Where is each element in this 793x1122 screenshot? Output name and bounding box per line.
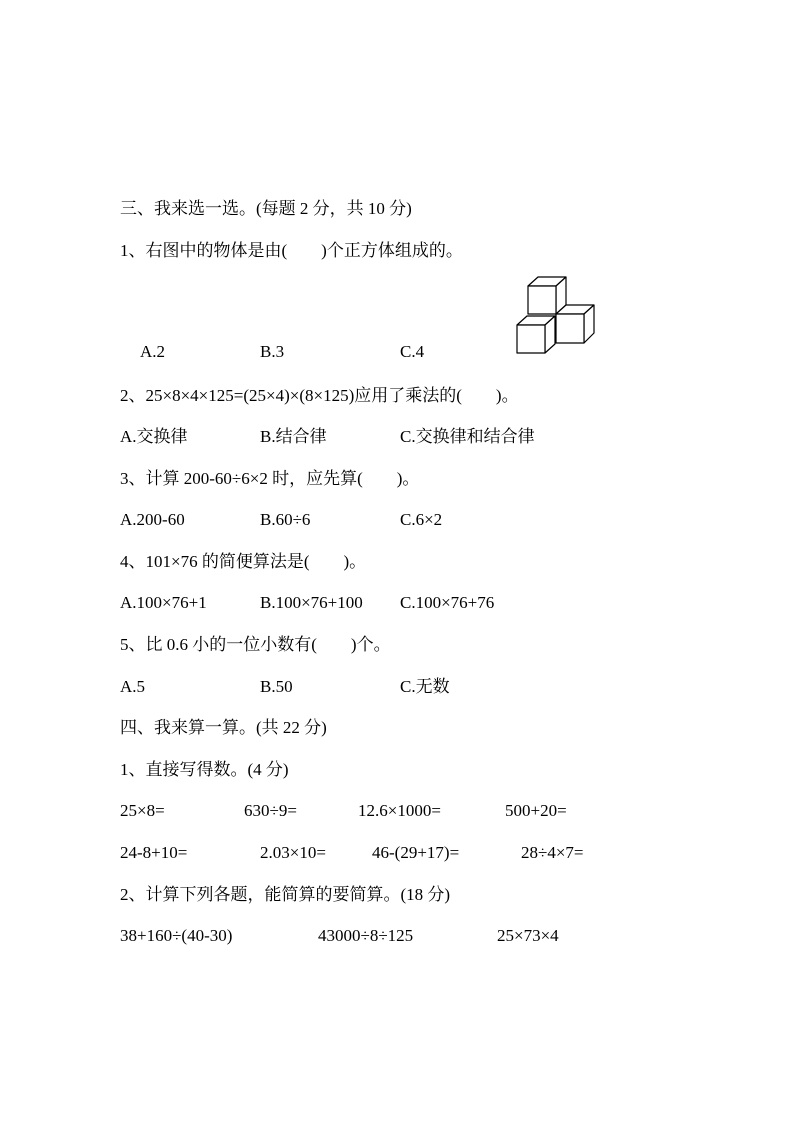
question-5-option-c: C.无数 — [400, 677, 450, 696]
question-4-stem: 4、101×76 的简便算法是( )。 — [120, 552, 367, 571]
question-4-option-a: A.100×76+1 — [120, 593, 207, 612]
section3-heading: 三、我来选一选。(每题 2 分，共 10 分) — [120, 199, 412, 218]
question-2-option-b: B.结合律 — [260, 427, 327, 446]
question-3-stem: 3、计算 200-60÷6×2 时，应先算( )。 — [120, 469, 420, 488]
question-1-stem: 1、右图中的物体是由( )个正方体组成的。 — [120, 241, 463, 260]
calc-item: 630÷9= — [244, 801, 297, 820]
calc-item: 24-8+10= — [120, 843, 188, 862]
question-2-option-a: A.交换律 — [120, 427, 188, 446]
question-5-option-a: A.5 — [120, 677, 146, 696]
calc-item: 25×73×4 — [497, 926, 559, 945]
question-4-option-c: C.100×76+76 — [400, 593, 495, 612]
question-2-option-c: C.交换律和结合律 — [400, 427, 535, 446]
section4-heading: 四、我来算一算。(共 22 分) — [120, 718, 327, 737]
calc-item: 28÷4×7= — [521, 843, 584, 862]
question-4-option-b: B.100×76+100 — [260, 593, 363, 612]
question-3-option-b: B.60÷6 — [260, 510, 311, 529]
question-1-option-a: A.2 — [140, 342, 166, 361]
calc-item: 38+160÷(40-30) — [120, 926, 233, 945]
cubes-figure — [512, 272, 602, 360]
calc-item: 43000÷8÷125 — [318, 926, 414, 945]
question-2-stem: 2、25×8×4×125=(25×4)×(8×125)应用了乘法的( )。 — [120, 386, 519, 405]
calc-item: 25×8= — [120, 801, 165, 820]
question-1-option-b: B.3 — [260, 342, 285, 361]
question-3-option-c: C.6×2 — [400, 510, 443, 529]
calc-item: 2.03×10= — [260, 843, 326, 862]
calc-item: 12.6×1000= — [358, 801, 441, 820]
part1-title: 1、直接写得数。(4 分) — [120, 760, 289, 779]
question-5-option-b: B.50 — [260, 677, 293, 696]
question-5-stem: 5、比 0.6 小的一位小数有( )个。 — [120, 635, 391, 654]
calc-item: 500+20= — [505, 801, 567, 820]
question-1-option-c: C.4 — [400, 342, 425, 361]
part2-title: 2、计算下列各题，能简算的要简算。(18 分) — [120, 885, 451, 904]
calc-item: 46-(29+17)= — [372, 843, 460, 862]
question-3-option-a: A.200-60 — [120, 510, 185, 529]
